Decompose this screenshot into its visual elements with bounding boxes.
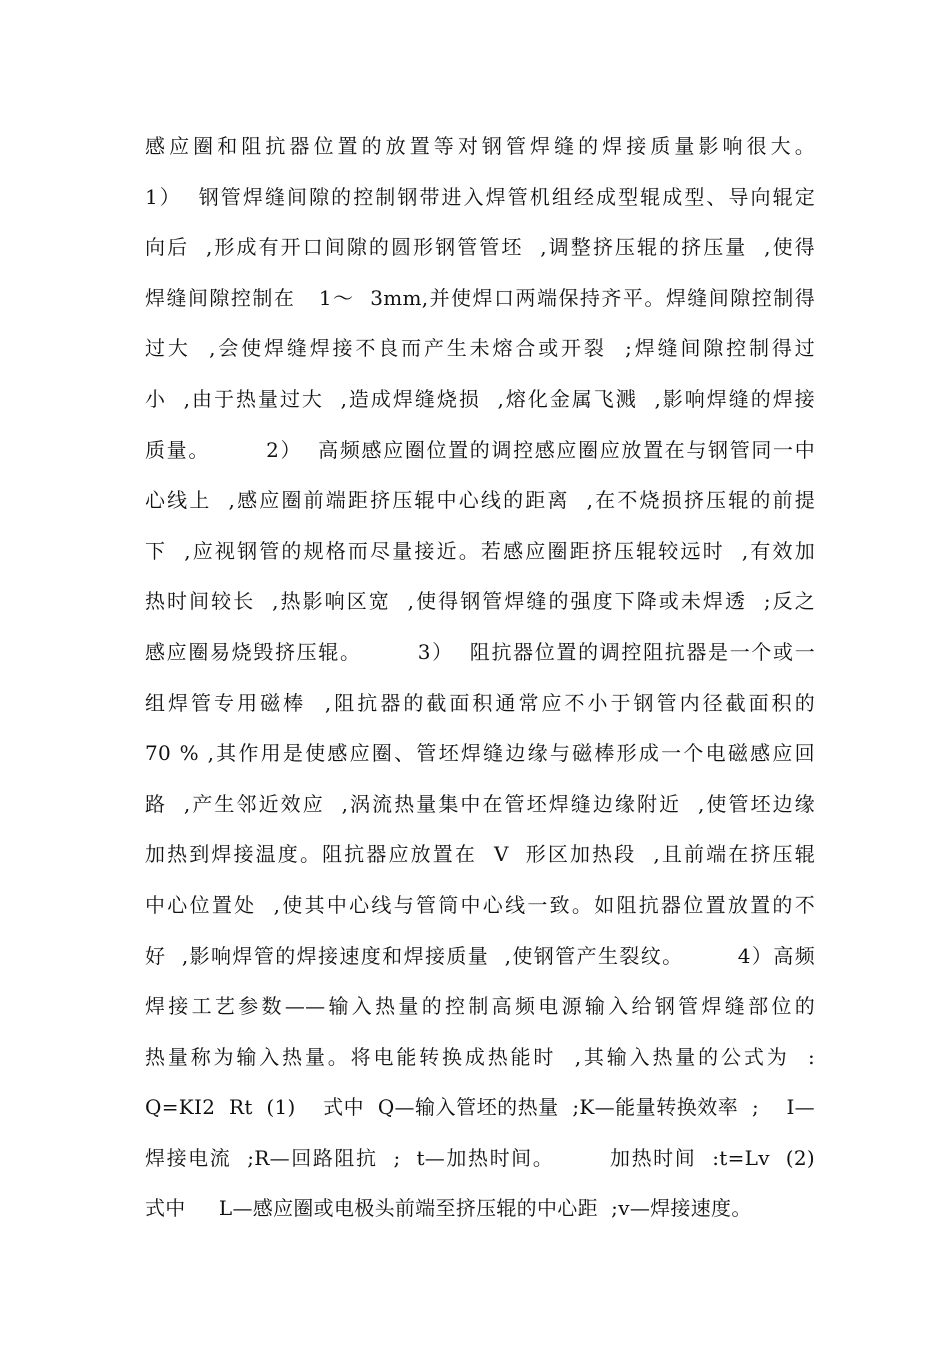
- text-line-3: 向后 ,形成有开口间隙的圆形钢管管坯 ,调整挤压辊的挤压量 ,使得: [145, 235, 815, 260]
- text-line-4: 焊缝间隙控制在 1～ 3mm,并使焊口两端保持齐平。焊缝间隙控制得: [145, 285, 815, 310]
- text-line-11: 感应圈易烧毁挤压辊。 3） 阻抗器位置的调控阻抗器是一个或一: [145, 639, 815, 664]
- text-line-22: 式中 L—感应圈或电极头前端至挤压辊的中心距 ;v—焊接速度。: [145, 1196, 752, 1221]
- text-line-21: 焊接电流 ;R—回路阻抗 ; t—加热时间。 加热时间 :t=Lv (2): [145, 1145, 815, 1170]
- text-line-13: 70 % ,其作用是使感应圈、管坯焊缝边缘与磁棒形成一个电磁感应回: [145, 741, 815, 766]
- text-line-19: 热量称为输入热量。将电能转换成热能时 ,其输入热量的公式为 :: [145, 1044, 815, 1069]
- text-line-14: 路 ,产生邻近效应 ,涡流热量集中在管坯焊缝边缘附近 ,使管坯边缘: [145, 791, 815, 816]
- text-line-8: 心线上 ,感应圈前端距挤压辊中心线的距离 ,在不烧损挤压辊的前提: [145, 488, 815, 513]
- text-line-5: 过大 ,会使焊缝焊接不良而产生未熔合或开裂 ;焊缝间隙控制得过: [145, 336, 815, 361]
- text-line-6: 小 ,由于热量过大 ,造成焊缝烧损 ,熔化金属飞溅 ,影响焊缝的焊接: [145, 386, 815, 411]
- text-line-2: 1） 钢管焊缝间隙的控制钢带进入焊管机组经成型辊成型、导向辊定: [145, 184, 815, 209]
- text-line-7: 质量。 2） 高频感应圈位置的调控感应圈应放置在与钢管同一中: [145, 437, 815, 462]
- text-line-16: 中心位置处 ,使其中心线与管筒中心线一致。如阻抗器位置放置的不: [145, 892, 815, 917]
- text-line-12: 组焊管专用磁棒 ,阻抗器的截面积通常应不小于钢管内径截面积的: [145, 690, 815, 715]
- text-line-1: 感应圈和阻抗器位置的放置等对钢管焊缝的焊接质量影响很大。: [145, 134, 815, 158]
- text-line-15: 加热到焊接温度。阻抗器应放置在 V 形区加热段 ,且前端在挤压辊: [145, 842, 815, 867]
- text-line-18: 焊接工艺参数——输入热量的控制高频电源输入给钢管焊缝部位的: [145, 994, 815, 1019]
- text-line-9: 下 ,应视钢管的规格而尽量接近。若感应圈距挤压辊较远时 ,有效加: [145, 538, 815, 563]
- text-line-20: Q=KI2 Rt (1) 式中 Q—输入管坯的热量 ;K—能量转换效率 ; I—: [145, 1095, 815, 1120]
- text-line-10: 热时间较长 ,热影响区宽 ,使得钢管焊缝的强度下降或未焊透 ;反之: [145, 589, 815, 614]
- text-line-17: 好 ,影响焊管的焊接速度和焊接质量 ,使钢管产生裂纹。 4）高频: [145, 943, 815, 968]
- body-text: [145, 121, 815, 1234]
